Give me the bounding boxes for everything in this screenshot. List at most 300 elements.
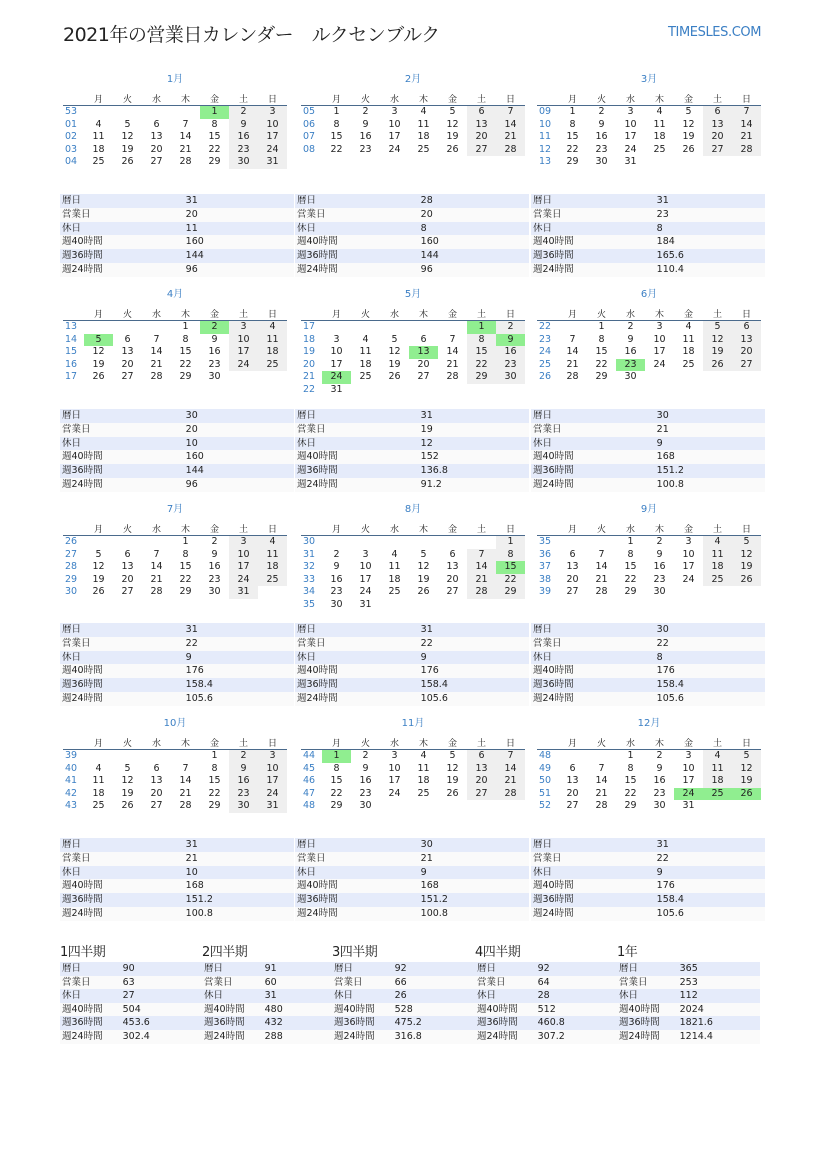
stat-value: 22 [184, 637, 294, 651]
stat-value: 480 [263, 1003, 345, 1017]
stat-value: 9 [655, 866, 765, 880]
day-cell: 11 [258, 549, 287, 562]
day-cell: 24 [258, 788, 287, 801]
stat-label: 週24時間 [60, 263, 184, 277]
month-name: 3月 [640, 74, 658, 85]
stat-label: 営業日 [295, 852, 419, 866]
day-cell: 17 [653, 346, 666, 358]
weekday-header: 水 [616, 736, 645, 750]
day-cell: 20 [566, 787, 579, 799]
stat-row [60, 852, 294, 866]
stat-row [617, 1016, 760, 1030]
day-cell: 19 [703, 346, 732, 359]
empty-day-cell [703, 586, 732, 599]
day-cell: 19 [121, 787, 134, 799]
stat-label: 休日 [617, 989, 678, 1003]
day-cell: 4 [258, 536, 287, 549]
day-cell: 10 [258, 119, 287, 132]
month-table [301, 92, 525, 156]
day-cell: 2 [362, 106, 369, 117]
empty-day-cell [142, 321, 171, 334]
empty-day-cell [496, 800, 525, 813]
day-cell: 27 [121, 371, 134, 383]
stat-label: 営業日 [295, 637, 419, 651]
day-cell: 25 [258, 574, 287, 587]
day-cell: 15 [595, 346, 608, 358]
day-cell: 17 [682, 561, 695, 573]
week-number: 29 [65, 573, 78, 585]
stat-row [617, 989, 760, 1003]
day-cell: 5 [449, 106, 456, 117]
week-row [63, 536, 287, 549]
weekday-header: 木 [409, 307, 438, 321]
weekday-header: 水 [616, 522, 645, 536]
day-cell: 25 [703, 788, 732, 801]
day-cell: 16 [653, 775, 666, 787]
empty-day-cell [438, 384, 467, 397]
stat-row [295, 678, 529, 692]
stat-value: 1821.6 [678, 1016, 760, 1030]
month-stats [60, 838, 294, 921]
week-number: 13 [539, 156, 552, 168]
stat-row [295, 208, 529, 222]
weekday-header: 金 [438, 92, 467, 106]
day-cell: 23 [616, 359, 645, 372]
day-cell: 16 [359, 131, 372, 143]
empty-day-cell [380, 599, 409, 612]
week-row [63, 549, 287, 562]
stat-value: 2024 [678, 1003, 760, 1017]
stat-value: 1214.4 [678, 1030, 760, 1044]
day-cell: 24 [229, 359, 258, 372]
stat-row [295, 194, 529, 208]
day-cell: 30 [208, 371, 221, 383]
stat-label: 暦日 [202, 962, 263, 976]
stat-label: 週40時間 [295, 450, 419, 464]
empty-day-cell [703, 156, 732, 169]
stat-value: 152 [419, 450, 529, 464]
weekday-header: 金 [674, 92, 703, 106]
empty-day-cell [380, 536, 409, 549]
day-cell: 12 [446, 762, 459, 774]
day-cell: 14 [467, 561, 496, 574]
day-cell: 3 [258, 750, 287, 763]
stat-row [531, 678, 765, 692]
day-cell: 29 [467, 371, 496, 384]
stat-row [295, 866, 529, 880]
day-cell: 8 [467, 334, 496, 347]
stat-value: 302.4 [121, 1030, 203, 1044]
stat-label: 週40時間 [295, 235, 419, 249]
day-cell: 2 [627, 321, 634, 332]
day-cell: 26 [121, 156, 134, 168]
day-cell: 13 [732, 334, 761, 347]
day-cell: 10 [682, 762, 695, 774]
weekday-header: 金 [200, 92, 229, 106]
day-cell: 26 [388, 371, 401, 383]
day-cell: 17 [388, 131, 401, 143]
month-calendar [63, 503, 287, 599]
day-cell: 4 [420, 106, 427, 117]
stat-value: 432 [263, 1016, 345, 1030]
week-number: 14 [65, 333, 78, 345]
stat-label: 休日 [60, 222, 184, 236]
week-number: 30 [65, 586, 78, 598]
day-cell: 12 [732, 763, 761, 776]
stat-value: 31 [419, 409, 529, 423]
week-row [301, 775, 525, 788]
week-row [537, 788, 761, 801]
day-cell: 13 [703, 119, 732, 132]
stat-label: 暦日 [60, 838, 184, 852]
day-cell: 18 [417, 775, 430, 787]
weekday-header: 水 [380, 736, 409, 750]
day-cell: 15 [566, 131, 579, 143]
day-cell: 2 [598, 106, 605, 117]
stat-row [531, 464, 765, 478]
weekday-header: 日 [732, 522, 761, 536]
stat-label: 週36時間 [617, 1016, 678, 1030]
stat-value: 9 [655, 437, 765, 451]
stat-row [531, 222, 765, 236]
day-cell: 31 [258, 800, 287, 813]
empty-day-cell [409, 800, 438, 813]
day-cell: 25 [388, 586, 401, 598]
day-cell: 11 [682, 333, 695, 345]
day-cell: 6 [153, 118, 160, 130]
day-cell: 29 [179, 586, 192, 598]
day-cell: 22 [624, 573, 637, 585]
weekday-header: 月 [84, 92, 113, 106]
stat-value: 176 [184, 664, 294, 678]
day-cell: 10 [388, 762, 401, 774]
weekday-header: 日 [732, 307, 761, 321]
stat-value: 31 [419, 623, 529, 637]
stat-row [531, 409, 765, 423]
weekday-header: 土 [229, 522, 258, 536]
day-cell: 5 [84, 334, 113, 347]
weekday-header: 日 [496, 92, 525, 106]
day-cell: 12 [92, 561, 105, 573]
stat-value: 151.2 [184, 893, 294, 907]
stat-row [295, 222, 529, 236]
weekday-header: 日 [258, 522, 287, 536]
stat-value: 9 [184, 651, 294, 665]
stat-row [475, 1003, 618, 1017]
stat-label: 暦日 [531, 409, 655, 423]
day-cell: 30 [624, 371, 637, 383]
week-row [63, 561, 287, 574]
stat-row [295, 637, 529, 651]
day-cell: 7 [496, 106, 525, 119]
day-cell: 28 [150, 371, 163, 383]
week-number: 12 [539, 143, 552, 155]
day-cell: 26 [417, 586, 430, 598]
empty-day-cell [171, 106, 200, 119]
week-number: 09 [539, 106, 552, 117]
month-name: 11月 [401, 718, 425, 729]
day-cell: 23 [359, 787, 372, 799]
week-number: 04 [65, 156, 78, 168]
day-cell: 4 [656, 106, 663, 117]
weekday-header: 木 [409, 522, 438, 536]
stat-label: 暦日 [617, 962, 678, 976]
month-table [63, 307, 287, 384]
week-number: 34 [303, 586, 316, 598]
week-number-header [63, 92, 84, 106]
month-table [537, 307, 761, 384]
month-calendar [301, 717, 525, 813]
day-cell: 20 [467, 775, 496, 788]
week-number: 32 [303, 561, 316, 573]
day-cell: 23 [229, 144, 258, 157]
stat-row [202, 976, 345, 990]
stat-value: 31 [655, 838, 765, 852]
stat-row [332, 1030, 475, 1044]
weekday-header: 月 [322, 92, 351, 106]
stat-value: 92 [536, 962, 618, 976]
month-table [63, 92, 287, 169]
day-cell: 14 [496, 119, 525, 132]
day-cell: 28 [446, 371, 459, 383]
stat-label: 休日 [295, 437, 419, 451]
stat-value: 9 [419, 651, 529, 665]
day-cell: 28 [150, 586, 163, 598]
day-cell: 17 [258, 775, 287, 788]
day-cell: 7 [182, 762, 189, 774]
stat-value: 151.2 [655, 464, 765, 478]
day-cell: 22 [496, 574, 525, 587]
stat-label: 週40時間 [531, 235, 655, 249]
stat-label: 週36時間 [531, 249, 655, 263]
day-cell: 22 [179, 573, 192, 585]
month-name: 2月 [404, 74, 422, 85]
empty-day-cell [645, 156, 674, 169]
stat-row [475, 989, 618, 1003]
day-cell: 5 [124, 118, 131, 130]
stat-value: 30 [655, 623, 765, 637]
stat-label: 週36時間 [202, 1016, 263, 1030]
day-cell: 3 [391, 750, 398, 761]
empty-day-cell [703, 800, 732, 813]
day-cell: 2 [200, 321, 229, 334]
month-stats [295, 194, 529, 277]
day-cell: 23 [229, 788, 258, 801]
day-cell: 21 [150, 573, 163, 585]
week-row [537, 586, 761, 599]
month-table [63, 736, 287, 813]
empty-day-cell [113, 106, 142, 119]
day-cell: 31 [330, 383, 343, 395]
day-cell: 9 [362, 118, 369, 130]
day-cell: 31 [258, 156, 287, 169]
stat-row [295, 651, 529, 665]
empty-day-cell [409, 536, 438, 549]
stat-value: 63 [121, 976, 203, 990]
weekday-header: 日 [496, 307, 525, 321]
day-cell: 3 [656, 321, 663, 332]
weekday-header: 土 [467, 307, 496, 321]
stat-label: 営業日 [202, 976, 263, 990]
week-row [537, 346, 761, 359]
week-row [537, 800, 761, 813]
day-cell: 18 [703, 561, 732, 574]
weekday-header: 土 [703, 307, 732, 321]
day-cell: 4 [258, 321, 287, 334]
month-stats [531, 838, 765, 921]
stat-label: 週40時間 [60, 1003, 121, 1017]
stat-value: 151.2 [419, 893, 529, 907]
stat-value: 26 [393, 989, 475, 1003]
week-row [63, 321, 287, 334]
stat-row [617, 976, 760, 990]
weekday-header: 日 [258, 92, 287, 106]
stat-label: 週24時間 [60, 1030, 121, 1044]
day-cell: 1 [598, 321, 605, 332]
period-summary [617, 944, 760, 1044]
week-row [301, 750, 525, 763]
week-row [537, 321, 761, 334]
stat-value: 158.4 [655, 893, 765, 907]
day-cell: 25 [359, 371, 372, 383]
stat-value: 30 [655, 409, 765, 423]
week-row [63, 359, 287, 372]
day-cell: 12 [703, 334, 732, 347]
week-number: 52 [539, 800, 552, 812]
day-cell: 25 [92, 800, 105, 812]
day-cell: 25 [417, 143, 430, 155]
day-cell: 9 [362, 762, 369, 774]
empty-day-cell [409, 599, 438, 612]
weekday-header: 日 [732, 92, 761, 106]
stat-row [475, 976, 618, 990]
day-cell: 8 [211, 762, 218, 774]
period-summary [475, 944, 618, 1044]
stat-value: 8 [655, 222, 765, 236]
stat-label: 週36時間 [295, 249, 419, 263]
day-cell: 21 [179, 143, 192, 155]
week-number: 49 [539, 762, 552, 774]
day-cell: 25 [703, 574, 732, 587]
stat-label: 休日 [60, 866, 184, 880]
day-cell: 20 [121, 358, 134, 370]
day-cell: 22 [566, 143, 579, 155]
stat-row [60, 623, 294, 637]
day-cell: 17 [258, 131, 287, 144]
stat-value: 31 [184, 838, 294, 852]
day-cell: 30 [208, 586, 221, 598]
weekday-header: 土 [703, 736, 732, 750]
month-name: 4月 [166, 289, 184, 300]
stat-label: 営業日 [295, 423, 419, 437]
stat-label: 週36時間 [475, 1016, 536, 1030]
stat-label: 営業日 [531, 208, 655, 222]
week-number: 21 [303, 371, 316, 383]
day-cell: 19 [682, 131, 695, 143]
day-cell: 28 [467, 586, 496, 599]
week-row [301, 119, 525, 132]
weekday-header: 火 [113, 522, 142, 536]
week-row [301, 561, 525, 574]
day-cell: 24 [682, 573, 695, 585]
week-row [537, 574, 761, 587]
day-cell: 8 [182, 333, 189, 345]
day-cell: 6 [569, 762, 576, 774]
week-row [537, 156, 761, 169]
day-cell: 12 [732, 549, 761, 562]
week-row [537, 119, 761, 132]
empty-day-cell [409, 321, 438, 334]
stat-label: 休日 [295, 866, 419, 880]
day-cell: 9 [211, 548, 218, 560]
stat-label: 暦日 [60, 623, 184, 637]
day-cell: 23 [653, 573, 666, 585]
day-cell: 14 [595, 561, 608, 573]
day-cell: 6 [124, 548, 131, 560]
empty-day-cell [113, 750, 142, 763]
stat-value: 28 [536, 989, 618, 1003]
day-cell: 6 [467, 106, 496, 119]
empty-day-cell [438, 321, 467, 334]
stat-row [60, 437, 294, 451]
stat-value: 11 [184, 222, 294, 236]
weekday-header: 木 [645, 92, 674, 106]
week-row [301, 334, 525, 347]
stat-row [60, 664, 294, 678]
month-stats [295, 838, 529, 921]
stat-row [60, 464, 294, 478]
stat-value: 20 [184, 208, 294, 222]
weekday-header: 火 [351, 92, 380, 106]
week-row [537, 763, 761, 776]
week-row [63, 144, 287, 157]
week-row [301, 359, 525, 372]
month-stats [295, 409, 529, 492]
week-row [63, 750, 287, 763]
week-row [63, 131, 287, 144]
weekday-header: 月 [84, 307, 113, 321]
day-cell: 13 [150, 775, 163, 787]
stat-row [60, 450, 294, 464]
day-cell: 5 [732, 750, 761, 763]
empty-day-cell [674, 371, 703, 384]
empty-day-cell [258, 371, 287, 384]
stat-value: 21 [184, 852, 294, 866]
weekday-header: 金 [438, 736, 467, 750]
stat-label: 週40時間 [332, 1003, 393, 1017]
week-number: 39 [539, 586, 552, 598]
stat-label: 休日 [531, 651, 655, 665]
day-cell: 2 [362, 750, 369, 761]
day-cell: 31 [624, 156, 637, 168]
stat-row [60, 678, 294, 692]
day-cell: 23 [359, 143, 372, 155]
day-cell: 27 [703, 144, 732, 157]
weekday-header: 水 [142, 736, 171, 750]
week-number: 25 [539, 358, 552, 370]
week-row [63, 574, 287, 587]
stat-value: 105.6 [184, 692, 294, 706]
month-name: 9月 [640, 504, 658, 515]
empty-day-cell [732, 800, 761, 813]
week-row [301, 574, 525, 587]
brand-logo[interactable]: TIMESLES.COM [668, 25, 762, 40]
month-name: 6月 [640, 289, 658, 300]
week-row [301, 131, 525, 144]
month-calendar [63, 717, 287, 813]
stat-value: 20 [419, 208, 529, 222]
day-cell: 3 [229, 536, 258, 549]
